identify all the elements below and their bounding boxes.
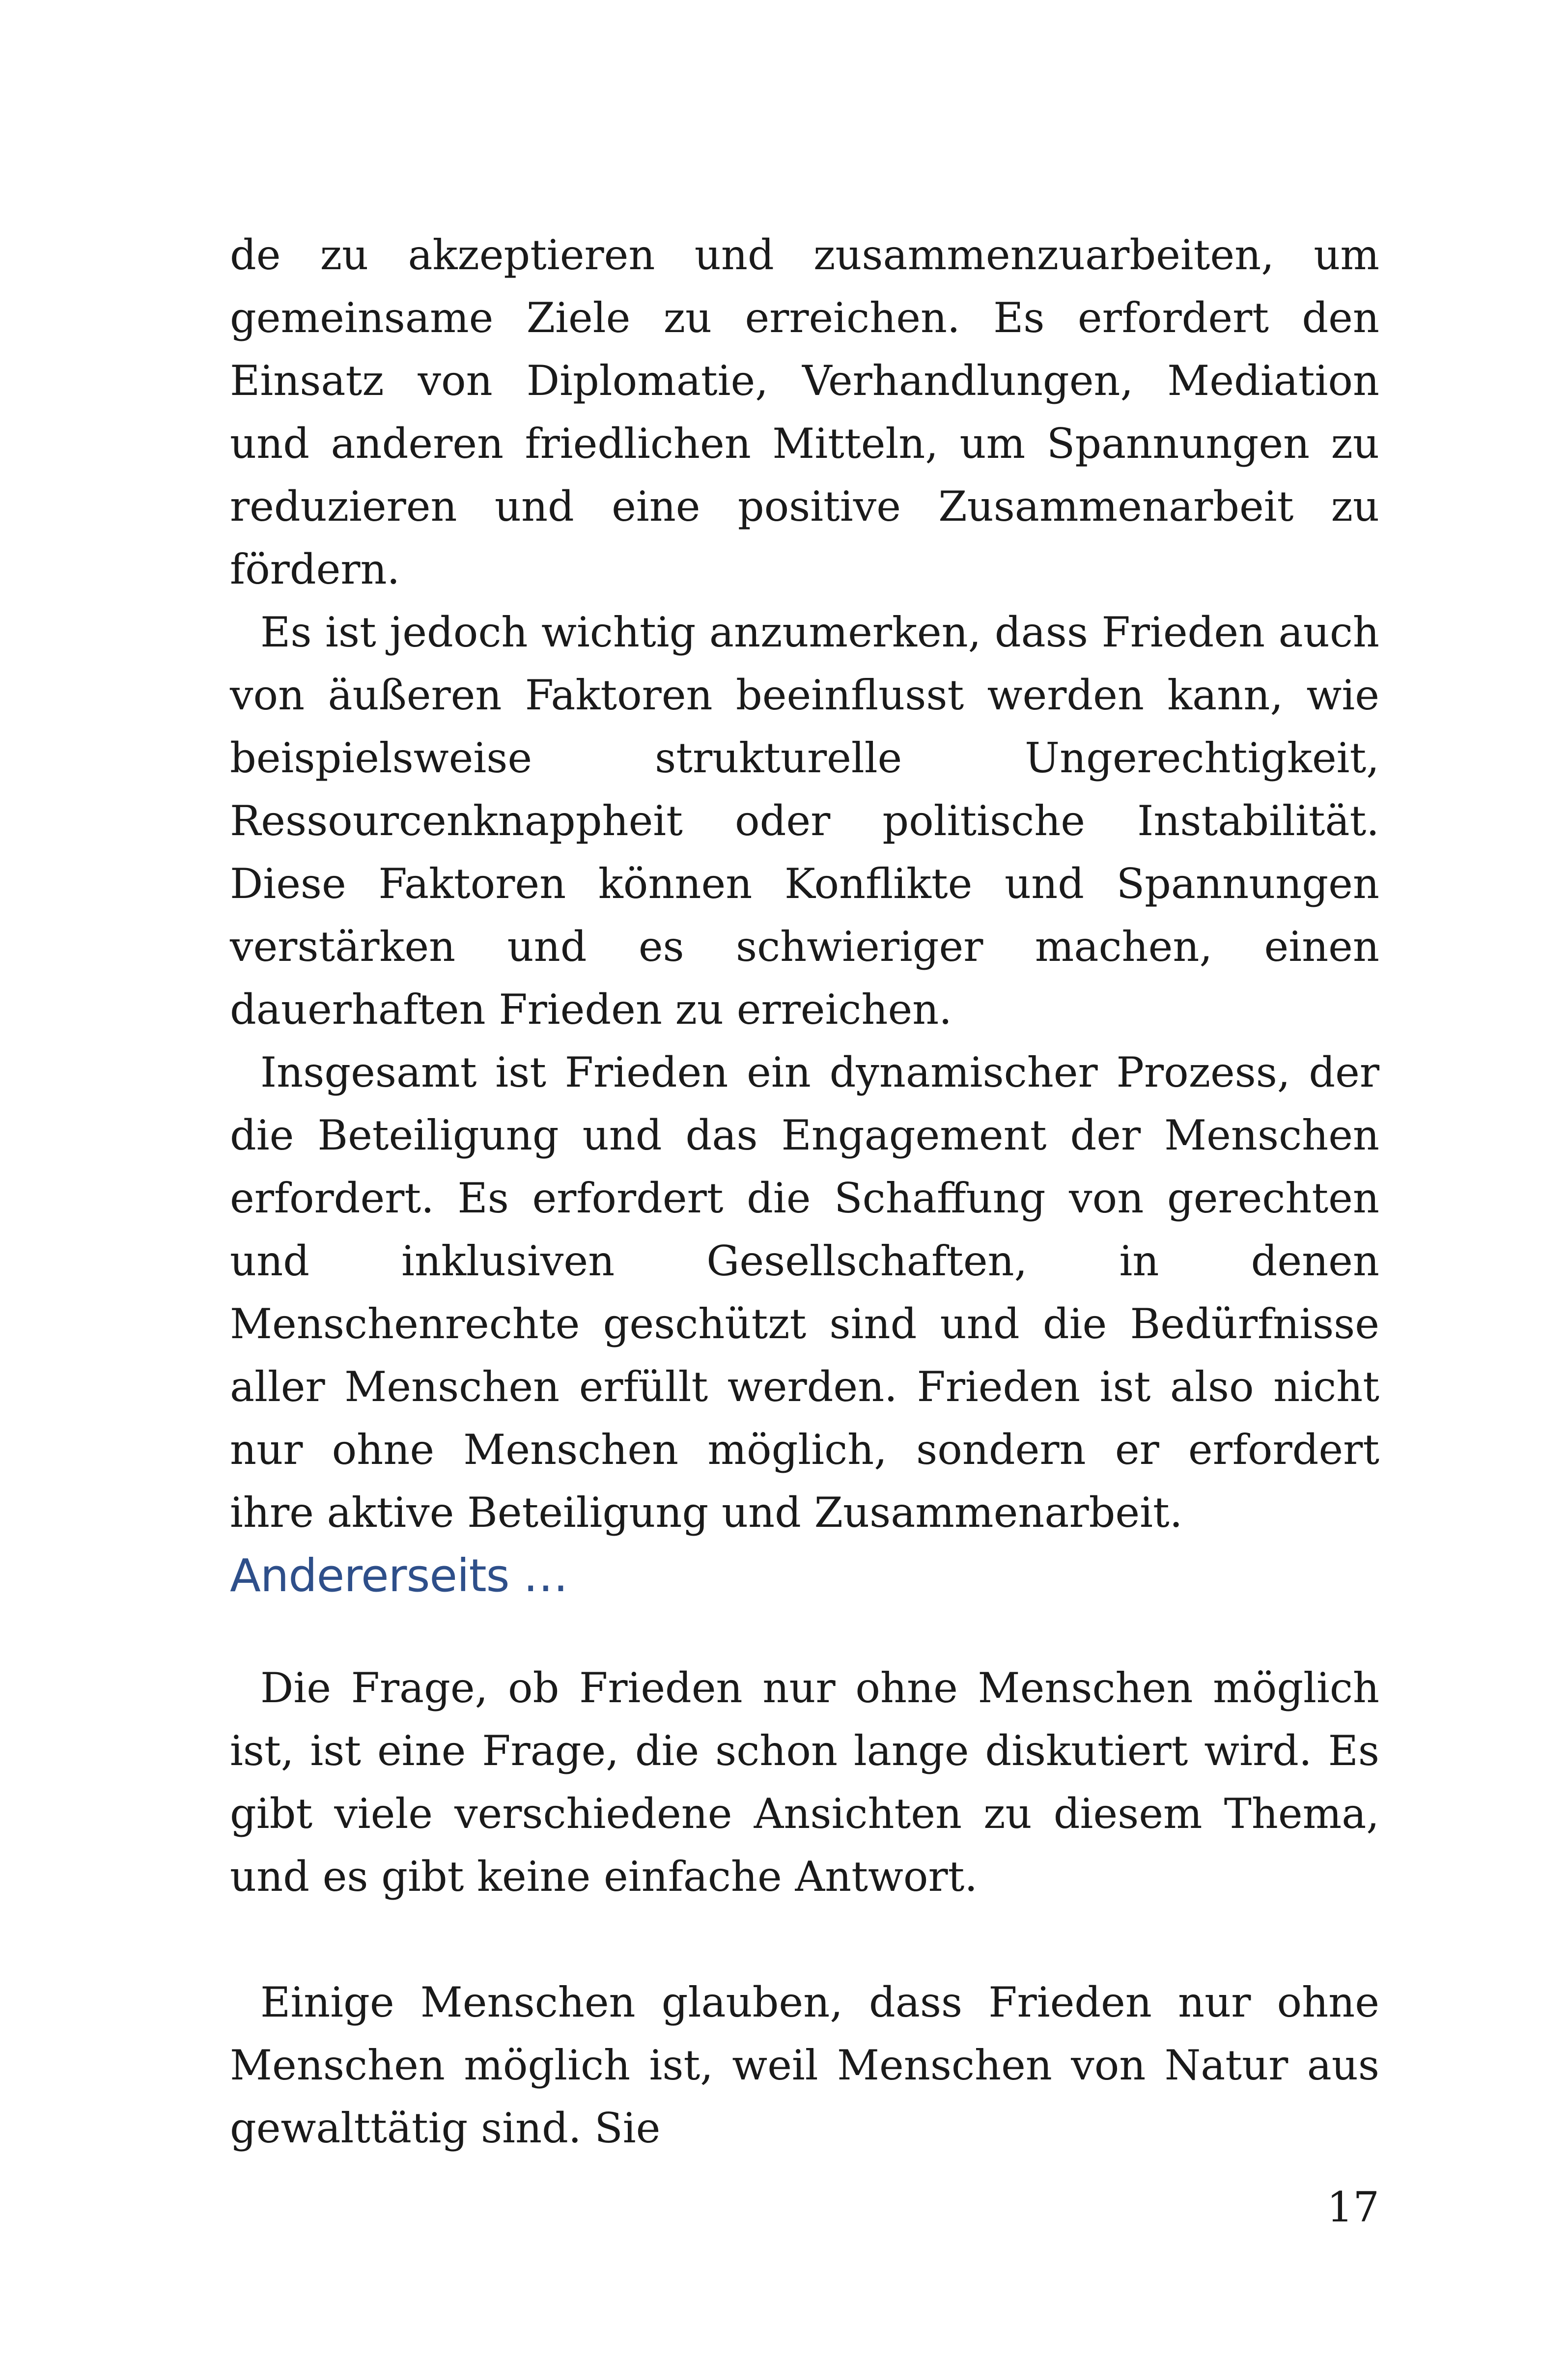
- paragraph-block-5: [230, 1971, 1379, 2160]
- paragraph-1: de zu akzeptieren und zusammenzuarbeiten, um gemeinsame Ziele zu erreichen. Es erfordert den Einsatz von Diplomatie, Verhandlungen, Mediation und anderen friedlichen Mitteln, um Spannungen zu reduzieren und eine positive Zusammenarbeit zu fördern.: [230, 231, 1379, 593]
- paragraph-block-3: [230, 1041, 1379, 1544]
- paragraph-4: Die Frage, ob Frieden nur ohne Menschen möglich ist, ist eine Frage, die schon lange diskutiert wird. Es gibt viele verschiedene Ansichten zu diesem Thema, und es gibt keine einfache Antwort.: [230, 1664, 1379, 1901]
- page-number: 17: [1327, 2183, 1379, 2231]
- paragraph-block-1: [230, 224, 1379, 601]
- section-heading: Andererseits …: [230, 1549, 568, 1602]
- paragraph-3: Insgesamt ist Frieden ein dynamischer Prozess, der die Beteiligung und das Engagement der Menschen erfordert. Es erfordert die Schaffung von gerechten und inklusiven Gesellschaften, in denen Menschenrechte geschützt sind und die Bedürfnisse aller Menschen erfüllt werden. Frieden ist also nicht nur ohne Menschen möglich, sondern er erfordert ihre aktive Beteiligung und Zusammenarbeit.: [230, 1048, 1379, 1537]
- paragraph-5: Einige Menschen glauben, dass Frieden nur ohne Menschen möglich ist, weil Menschen von Natur aus gewalttätig sind. Sie: [230, 1978, 1379, 2152]
- paragraph-block-2: [230, 601, 1379, 1041]
- paragraph-block-4: [230, 1656, 1379, 1908]
- paragraph-2: Es ist jedoch wichtig anzumerken, dass Frieden auch von äußeren Faktoren beeinflusst werden kann, wie beispielsweise strukturelle Ungerechtigkeit, Ressourcenknappheit oder politische Instabilität. Diese Faktoren können Konflikte und Spannungen verstärken und es schwieriger machen, einen dauerhaften Frieden zu erreichen.: [230, 608, 1379, 1034]
